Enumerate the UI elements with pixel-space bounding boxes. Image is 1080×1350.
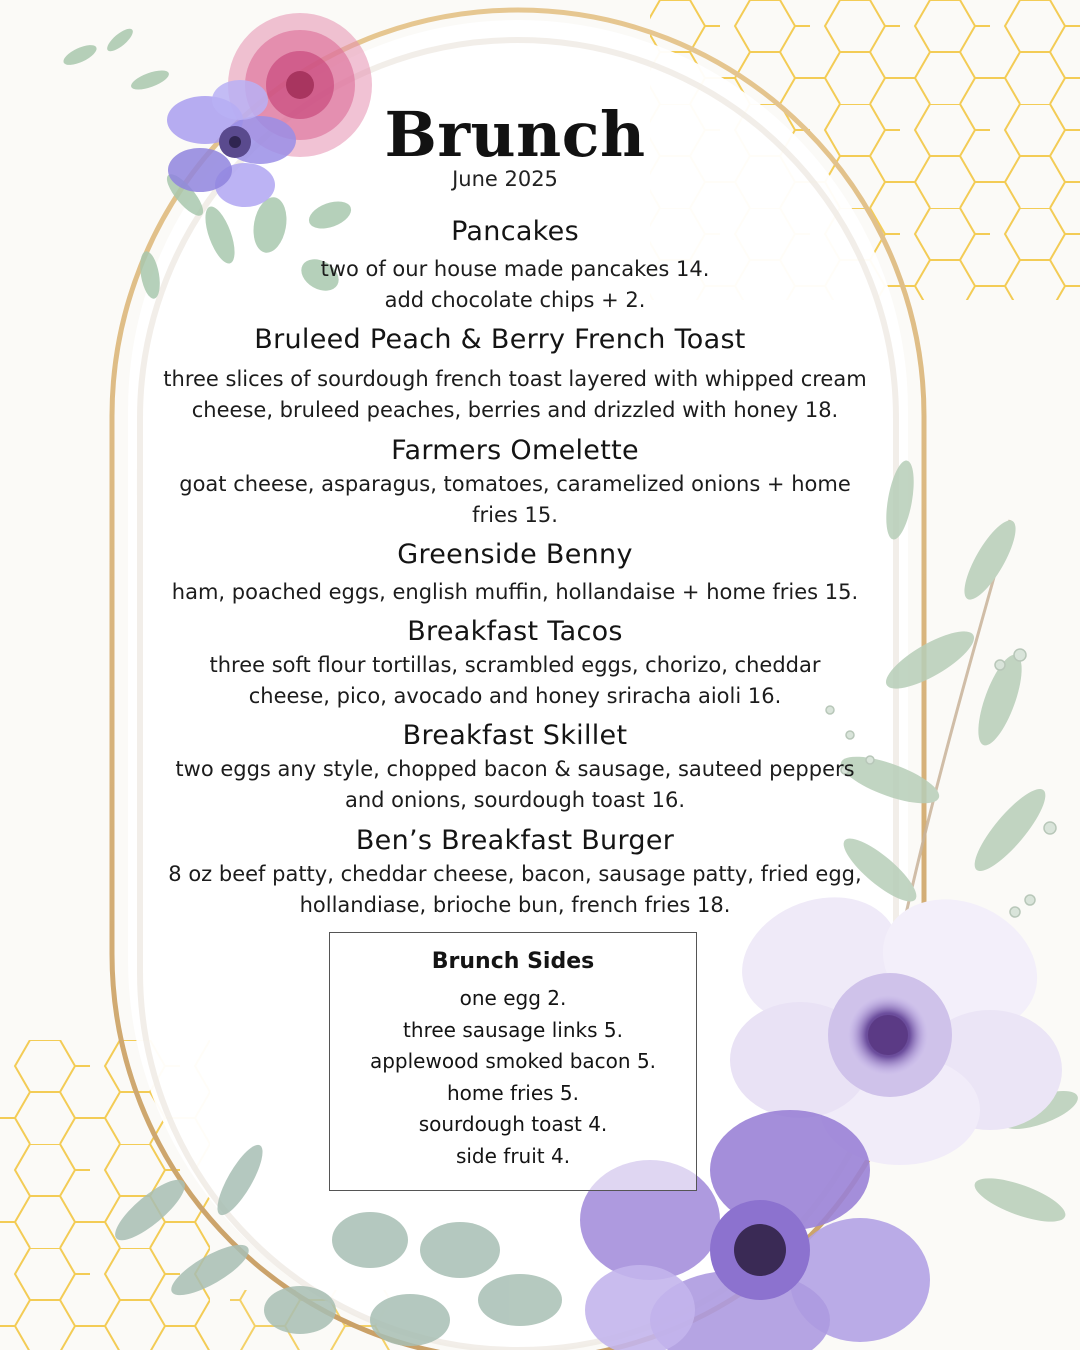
side-item: one egg 2. <box>459 986 567 1010</box>
desc-line: and onions, sourdough toast 16. <box>345 788 685 812</box>
brunch-sides-title: Brunch Sides <box>431 949 595 974</box>
item-desc-greenside-benny <box>105 577 925 608</box>
menu-date: June 2025 <box>452 167 558 191</box>
desc-line: two eggs any style, chopped bacon & sausage, sauteed peppers <box>175 757 855 781</box>
brunch-sides-box <box>329 932 697 1191</box>
side-item: sourdough toast 4. <box>418 1112 608 1136</box>
desc-line: ham, poached eggs, english muffin, hollandaise + home fries 15. <box>171 580 859 604</box>
menu-title: Brunch <box>384 98 646 171</box>
desc-line: add chocolate chips + 2. <box>384 288 646 312</box>
item-name-breakfast-skillet: Breakfast Skillet <box>402 720 628 751</box>
item-name-breakfast-burger: Ben’s Breakfast Burger <box>355 825 675 856</box>
item-desc-pancakes <box>105 254 925 316</box>
item-desc-french-toast <box>105 364 925 426</box>
desc-line: hollandiase, brioche bun, french fries 18. <box>299 893 731 917</box>
desc-line: three soft flour tortillas, scrambled eggs, chorizo, cheddar <box>209 653 821 677</box>
desc-line: cheese, pico, avocado and honey sriracha aioli 16. <box>248 684 782 708</box>
item-desc-breakfast-burger <box>105 859 925 921</box>
desc-line: goat cheese, asparagus, tomatoes, caramelized onions + home <box>179 472 851 496</box>
item-name-greenside-benny: Greenside Benny <box>397 539 633 570</box>
brunch-sides-list <box>330 983 696 1172</box>
side-item: applewood smoked bacon 5. <box>369 1049 657 1073</box>
item-desc-breakfast-tacos <box>105 650 925 712</box>
desc-line: fries 15. <box>472 503 558 527</box>
desc-line: 8 oz beef patty, cheddar cheese, bacon, sausage patty, fried egg, <box>168 862 862 886</box>
desc-line: cheese, bruleed peaches, berries and drizzled with honey 18. <box>191 398 839 422</box>
desc-line: two of our house made pancakes 14. <box>320 257 710 281</box>
item-name-pancakes: Pancakes <box>451 216 579 247</box>
desc-line: three slices of sourdough french toast layered with whipped cream <box>163 367 867 391</box>
item-desc-breakfast-skillet <box>105 754 925 816</box>
item-name-farmers-omelette: Farmers Omelette <box>391 435 639 466</box>
item-desc-farmers-omelette <box>105 469 925 531</box>
side-item: home fries 5. <box>446 1080 580 1105</box>
side-item: side fruit 4. <box>455 1143 571 1168</box>
item-name-breakfast-tacos: Breakfast Tacos <box>407 616 623 647</box>
item-name-french-toast: Bruleed Peach & Berry French Toast <box>254 324 746 355</box>
side-item: three sausage links 5. <box>403 1017 623 1042</box>
